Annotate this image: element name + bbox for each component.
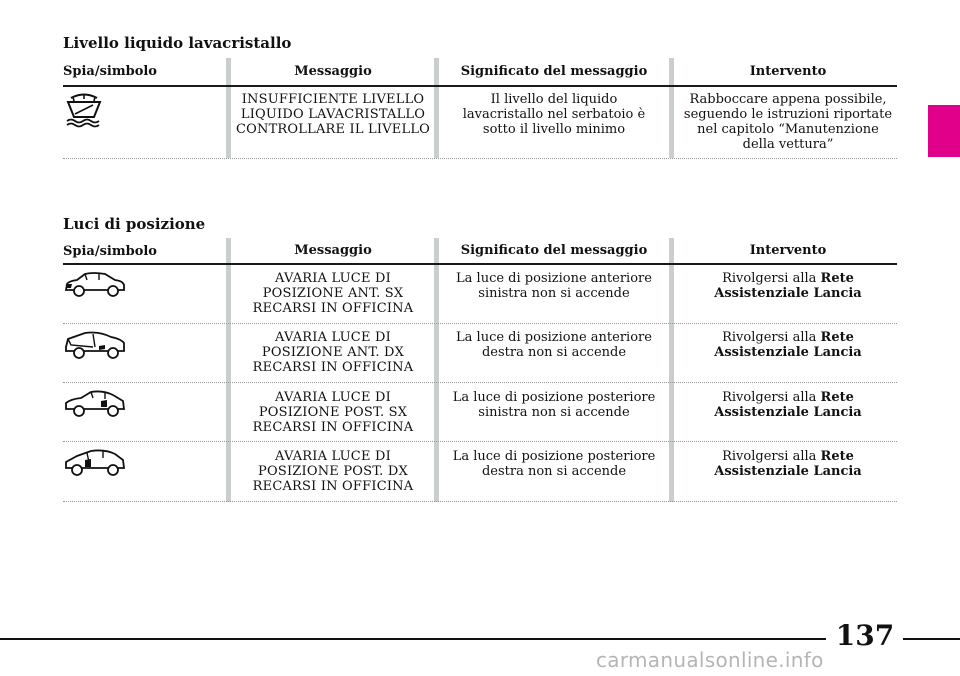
section-title-position-lights: Luci di posizione <box>63 215 206 233</box>
car-front-right-light-icon <box>63 329 127 367</box>
header-rule <box>63 263 897 265</box>
meaning-text: La luce di posizione anteriore sinistra non si accende <box>456 271 652 301</box>
meaning-text: La luce di posizione posteriore destra non si accende <box>452 449 656 479</box>
action-text: Rivolgersi alla Rete Assistenziale Lancia <box>714 271 862 301</box>
action-text: Rivolgersi alla Rete Assistenziale Lancia <box>714 449 862 479</box>
column-divider <box>669 58 674 158</box>
chapter-tab <box>928 105 960 157</box>
message-text: AVARIA LUCE DI POSIZIONE ANT. DX RECARSI IN OFFICINA <box>252 330 414 375</box>
row-divider <box>63 501 897 502</box>
message-text: AVARIA LUCE DI POSIZIONE ANT. SX RECARSI IN OFFICINA <box>252 271 414 316</box>
header-messaggio: Messaggio <box>294 243 372 258</box>
row-divider <box>63 323 897 324</box>
message-text: AVARIA LUCE DI POSIZIONE POST. SX RECARSI IN OFFICINA <box>252 390 414 435</box>
column-divider <box>226 58 231 158</box>
action-text: Rabboccare appena possibile, seguendo le istruzioni riportate nel capitolo “Manutenzione della vettura” <box>683 92 893 152</box>
car-front-left-light-icon <box>63 270 127 304</box>
car-rear-right-light-icon <box>63 448 127 484</box>
column-divider <box>434 58 439 158</box>
row-divider <box>63 441 897 442</box>
header-significato: Significato del messaggio <box>460 243 648 258</box>
action-text: Rivolgersi alla Rete Assistenziale Lancia <box>714 330 862 360</box>
action-text: Rivolgersi alla Rete Assistenziale Lancia <box>714 390 862 420</box>
header-messaggio: Messaggio <box>294 64 372 79</box>
message-text: AVARIA LUCE DI POSIZIONE POST. DX RECARSI IN OFFICINA <box>252 449 414 494</box>
meaning-text: La luce di posizione posteriore sinistra non si accende <box>452 390 656 420</box>
header-intervento: Intervento <box>749 243 827 258</box>
header-rule <box>63 85 897 87</box>
meaning-text: La luce di posizione anteriore destra non si accende <box>456 330 652 360</box>
message-text: INSUFFICIENTE LIVELLO LIQUIDO LAVACRISTALLO CONTROLLARE IL LIVELLO <box>235 92 431 137</box>
column-divider <box>226 238 231 502</box>
row-divider <box>63 158 897 159</box>
column-divider <box>669 238 674 502</box>
car-rear-left-light-icon <box>63 389 127 425</box>
section-title-washer: Livello liquido lavacristallo <box>63 34 292 52</box>
watermark: carmanualsonline.info <box>596 648 824 672</box>
header-intervento: Intervento <box>749 64 827 79</box>
page-number: 137 <box>835 619 895 652</box>
row-divider <box>63 382 897 383</box>
header-spia: Spia/simbolo <box>63 64 157 79</box>
column-divider <box>434 238 439 502</box>
footer-rule <box>0 638 826 640</box>
header-spia: Spia/simbolo <box>63 244 157 259</box>
header-significato: Significato del messaggio <box>460 64 648 79</box>
washer-fluid-icon <box>63 92 105 132</box>
footer-rule <box>903 638 960 640</box>
meaning-text: Il livello del liquido lavacristallo nel serbatoio è sotto il livello minimo <box>462 92 646 137</box>
